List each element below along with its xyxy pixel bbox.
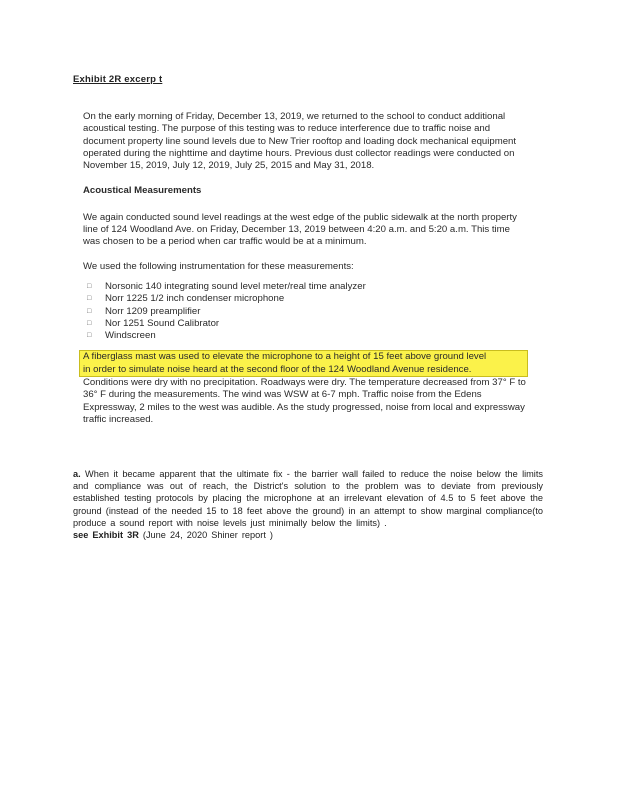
bullet-icon: □ [87, 319, 92, 327]
bullet-icon: □ [87, 282, 92, 290]
highlight-line: in order to simulate noise heard at the second floor of the 124 Woodland Avenue residence. [83, 363, 472, 375]
exhibit-title: Exhibit 2R excerp t [73, 74, 163, 85]
instrument-list [83, 281, 528, 342]
commentary-note [73, 468, 543, 541]
instrument-label: Nor 1251 Sound Calibrator [105, 317, 220, 329]
note-marker: a. [73, 469, 81, 479]
list-item [83, 293, 528, 305]
report-excerpt [83, 111, 528, 426]
note-body: When it became apparent that the ultimate fix - the barrier wall failed to reduce the noise below the limits and compliance was out of reach, the District's solution to the problem was to deviate from previously established testing protocols by placing the microphone at an irrelevant elevation of 4.5 to 5 feet above the ground (instead of the needed 15 to 18 feet above the ground) in an attempt to show marginal compliance(to produce a sound report with noise levels just minimally below the limits) . [73, 469, 543, 528]
list-item [83, 318, 528, 330]
highlight-line: A fiberglass mast was used to elevate the microphone to a height of 15 feet above ground level [83, 351, 487, 363]
highlighted-passage [79, 350, 528, 377]
list-item [83, 330, 528, 342]
instrument-label: Norsonic 140 integrating sound level meter/real time analyzer [105, 280, 366, 292]
bullet-icon: □ [87, 307, 92, 315]
list-item [83, 281, 528, 293]
see-reference [73, 529, 543, 541]
measurements-paragraph: We again conducted sound level readings at the west edge of the public sidewalk at the north property line of 124 Woodland Ave. on Friday, December 13, 2019 between 4:20 a.m. and 5:20 a.m. This time was chosen to be a period when car traffic would be at a minimum. [83, 211, 517, 248]
see-exhibit: Exhibit 3R [92, 530, 139, 541]
see-prefix: see [73, 530, 89, 541]
see-suffix: (June 24, 2020 Shiner report ) [142, 530, 273, 541]
note-paragraph [73, 468, 543, 529]
instrument-label: Norr 1225 1/2 inch condenser microphone [105, 293, 285, 305]
bullet-icon: □ [87, 295, 92, 303]
instrument-label: Norr 1209 preamplifier [105, 305, 201, 317]
instrument-label: Windscreen [105, 330, 156, 342]
bullet-icon: □ [87, 332, 92, 340]
intro-paragraph: On the early morning of Friday, December 13, 2019, we returned to the school to conduct additional acoustical testing. The purpose of this testing was to reduce interference due to traffic noise and document property line sound levels due to New Trier rooftop and loading dock mechanical equipment operated during the nighttime and daytime hours. Previous dust collector readings were conducted on November 15, 2019, July 12, 2019, July 25, 2015 and May 31, 2018. [83, 111, 517, 172]
instrumentation-intro: We used the following instrumentation for these measurements: [83, 260, 354, 272]
conditions-paragraph: Conditions were dry with no precipitation. Roadways were dry. The temperature decreased from 37° F to 36° F during the measurements. The wind was WSW at 6-7 mph. Traffic noise from the Edens Expressway, 2 miles to the west was audible. As the study progressed, noise from local and expressway traffic increased. [83, 377, 526, 425]
list-item [83, 306, 528, 318]
section-heading: Acoustical Measurements [83, 185, 202, 197]
